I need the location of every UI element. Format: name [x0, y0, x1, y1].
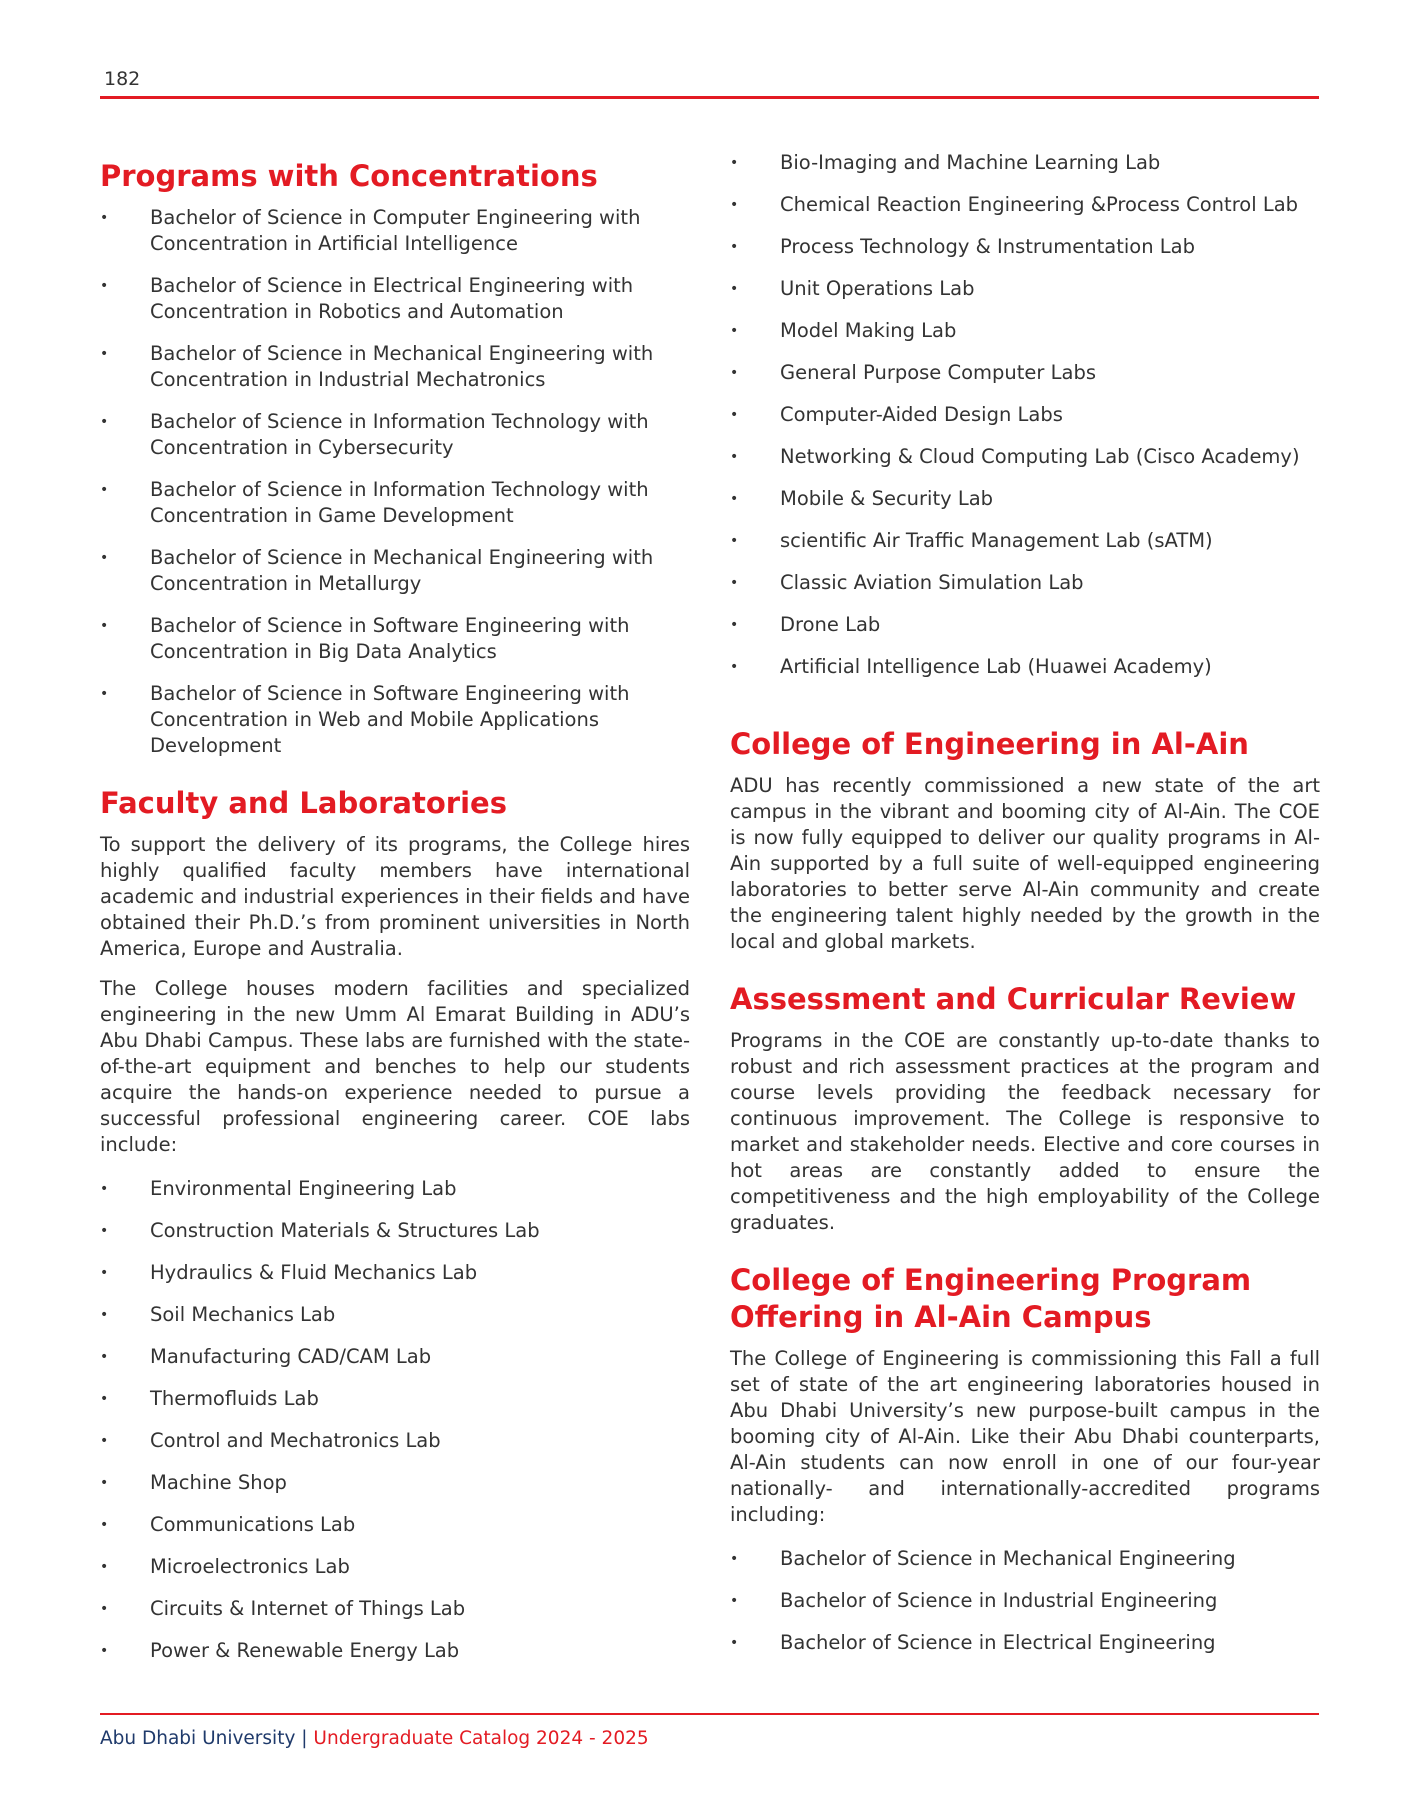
bullet-icon: • — [730, 281, 739, 297]
list-item-text: Bachelor of Science in Industrial Engineering — [780, 1589, 1218, 1612]
offering-paragraph: The College of Engineering is commissioning this Fall a full set of state of the art engineering laboratories housed in Abu Dhabi University’s new purpose-built campus in the booming city of Al-Ain. Like their Abu Dhabi counterparts, Al-Ain students can now enroll in one of our four-year nationally- and internationally-accredited programs including: — [730, 1347, 1320, 1526]
list-item — [730, 570, 1320, 596]
list-item-text: Bachelor of Science in Information Technology with Concentration in Game Development — [150, 478, 649, 527]
bullet-icon: • — [730, 323, 739, 339]
list-item — [730, 528, 1320, 554]
list-item — [730, 360, 1320, 386]
list-item-text: Bachelor of Science in Software Engineering with Concentration in Web and Mobile Applications Development — [150, 682, 630, 757]
bullet-icon: • — [100, 1181, 109, 1197]
list-item — [100, 1512, 690, 1538]
list-item-text: Classic Aviation Simulation Lab — [780, 571, 1084, 594]
list-item — [730, 1588, 1320, 1614]
list-item — [100, 1218, 690, 1244]
list-item-text: Bio-Imaging and Machine Learning Lab — [780, 151, 1161, 174]
bullet-icon: • — [100, 414, 109, 430]
list-item-text: Computer-Aided Design Labs — [780, 403, 1063, 426]
offering-heading: College of Engineering Program Offering in Al-Ain Campus — [730, 1263, 1252, 1334]
bullet-icon: • — [730, 575, 739, 591]
list-item-text: Machine Shop — [150, 1471, 287, 1494]
bullet-icon: • — [100, 1223, 109, 1239]
list-item-text: Construction Materials & Structures Lab — [150, 1219, 540, 1242]
bullet-icon: • — [730, 533, 739, 549]
bullet-icon: • — [100, 1643, 109, 1659]
bullet-icon: • — [730, 617, 739, 633]
list-item — [100, 341, 690, 393]
footer-university: Abu Dhabi University — [100, 1728, 296, 1749]
faculty-paragraph-1: To support the delivery of its programs, the College hires highly qualified faculty members have international academic and industrial experiences in their fields and have obtained their Ph.D.’s from prominent universities in North America, Europe and Australia. — [100, 833, 690, 960]
list-item — [100, 1386, 690, 1412]
bullet-icon: • — [730, 491, 739, 507]
bullet-icon: • — [100, 1475, 109, 1491]
list-item — [730, 402, 1320, 428]
list-item — [730, 1630, 1320, 1656]
list-item — [100, 1176, 690, 1202]
list-item — [100, 205, 690, 257]
list-item-text: Chemical Reaction Engineering &Process Control Lab — [780, 193, 1299, 216]
list-item-text: Soil Mechanics Lab — [150, 1303, 336, 1326]
bullet-icon: • — [100, 1265, 109, 1281]
list-item-text: Bachelor of Science in Mechanical Engineering with Concentration in Metallurgy — [150, 546, 654, 595]
bullet-icon: • — [100, 1349, 109, 1365]
list-item — [100, 1596, 690, 1622]
bullet-icon: • — [100, 550, 109, 566]
bullet-icon: • — [730, 155, 739, 171]
bullet-icon: • — [730, 239, 739, 255]
list-item-text: General Purpose Computer Labs — [780, 361, 1096, 384]
bullet-icon: • — [100, 1601, 109, 1617]
bullet-icon: • — [100, 686, 109, 702]
list-item — [100, 477, 690, 529]
alain-section — [730, 726, 1320, 955]
list-item-text: Bachelor of Science in Computer Engineering with Concentration in Artificial Intelligence — [150, 206, 641, 255]
list-item-text: Artificial Intelligence Lab (Huawei Academy) — [780, 655, 1212, 678]
list-item — [730, 654, 1320, 680]
list-item-text: Bachelor of Science in Mechanical Engineering — [780, 1547, 1236, 1570]
bullet-icon: • — [730, 407, 739, 423]
list-item-text: scientific Air Traffic Management Lab (sATM) — [780, 529, 1213, 552]
list-item-text: Control and Mechatronics Lab — [150, 1429, 441, 1452]
list-item — [730, 612, 1320, 638]
list-item-text: Bachelor of Science in Information Technology with Concentration in Cybersecurity — [150, 410, 649, 459]
labs-list-left — [100, 1176, 690, 1664]
programs-list — [100, 205, 690, 759]
list-item — [100, 545, 690, 597]
faculty-paragraph-2: The College houses modern facilities and specialized engineering in the new Umm Al Emarat Building in ADU’s Abu Dhabi Campus. These labs are furnished with the state-of-the-art equipment and benches to help our students acquire the hands-on experience needed to pursue a successful professional engineering career. COE labs include: — [100, 977, 690, 1156]
bullet-icon: • — [730, 1635, 739, 1651]
list-item — [730, 192, 1320, 218]
list-item-text: Networking & Cloud Computing Lab (Cisco Academy) — [780, 445, 1300, 468]
offering-list — [730, 1546, 1320, 1656]
bullet-icon: • — [100, 1559, 109, 1575]
programs-heading: Programs with Concentrations — [100, 159, 598, 193]
list-item-text: Thermofluids Lab — [150, 1387, 319, 1410]
list-item — [100, 273, 690, 325]
list-item — [100, 1260, 690, 1286]
assessment-paragraph: Programs in the COE are constantly up-to-date thanks to robust and rich assessment practices at the program and course levels providing the feedback necessary for continuous improvement. The College is responsive to market and stakeholder needs. Elective and core courses in hot areas are constantly added to ensure the competitiveness and the high employability of the College graduates. — [730, 1029, 1320, 1234]
faculty-heading: Faculty and Laboratories — [100, 786, 507, 820]
list-item — [730, 234, 1320, 260]
list-item-text: Bachelor of Science in Software Engineering with Concentration in Big Data Analytics — [150, 614, 630, 663]
list-item-text: Bachelor of Science in Electrical Engineering with Concentration in Robotics and Automation — [150, 274, 634, 323]
list-item-text: Mobile & Security Lab — [780, 487, 994, 510]
list-item-text: Manufacturing CAD/CAM Lab — [150, 1345, 432, 1368]
list-item — [100, 1554, 690, 1580]
list-item — [100, 1344, 690, 1370]
bullet-icon: • — [730, 365, 739, 381]
list-item-text: Communications Lab — [150, 1513, 356, 1536]
faculty-section — [100, 785, 690, 1664]
bullet-icon: • — [100, 346, 109, 362]
list-item-text: Environmental Engineering Lab — [150, 1177, 457, 1200]
list-item — [100, 1302, 690, 1328]
bullet-icon: • — [100, 1433, 109, 1449]
list-item — [100, 1638, 690, 1664]
bullet-icon: • — [100, 278, 109, 294]
list-item-text: Hydraulics & Fluid Mechanics Lab — [150, 1261, 478, 1284]
list-item-text: Unit Operations Lab — [780, 277, 975, 300]
list-item — [100, 409, 690, 461]
right-column — [730, 150, 1320, 1672]
list-item — [730, 150, 1320, 176]
list-item — [730, 1546, 1320, 1572]
list-item-text: Microelectronics Lab — [150, 1555, 350, 1578]
bullet-icon: • — [730, 1551, 739, 1567]
offering-section — [730, 1262, 1320, 1656]
page-number: 182 — [104, 68, 141, 90]
list-item-text: Bachelor of Science in Electrical Engineering — [780, 1631, 1216, 1654]
footer-rule — [100, 1713, 1319, 1715]
list-item — [730, 276, 1320, 302]
bullet-icon: • — [100, 618, 109, 634]
programs-section — [100, 158, 690, 759]
bullet-icon: • — [100, 210, 109, 226]
bullet-icon: • — [100, 1391, 109, 1407]
list-item-text: Model Making Lab — [780, 319, 957, 342]
list-item — [730, 444, 1320, 470]
list-item — [100, 681, 690, 759]
list-item-text: Power & Renewable Energy Lab — [150, 1639, 460, 1662]
list-item — [100, 1470, 690, 1496]
footer — [100, 1728, 649, 1749]
left-column — [100, 130, 690, 1680]
alain-heading: College of Engineering in Al-Ain — [730, 727, 1249, 761]
list-item-text: Bachelor of Science in Mechanical Engineering with Concentration in Industrial Mechatronics — [150, 342, 654, 391]
header-rule — [100, 96, 1319, 99]
assessment-section — [730, 981, 1320, 1236]
bullet-icon: • — [100, 1517, 109, 1533]
bullet-icon: • — [100, 482, 109, 498]
bullet-icon: • — [730, 449, 739, 465]
list-item-text: Circuits & Internet of Things Lab — [150, 1597, 466, 1620]
list-item — [100, 613, 690, 665]
assessment-heading: Assessment and Curricular Review — [730, 982, 1297, 1016]
alain-paragraph: ADU has recently commissioned a new state of the art campus in the vibrant and booming city of Al-Ain. The COE is now fully equipped to deliver our quality programs in Al-Ain supported by a full suite of well-equipped engineering laboratories to better serve Al-Ain community and create the engineering talent highly needed by the growth in the local and global markets. — [730, 774, 1320, 953]
bullet-icon: • — [100, 1307, 109, 1323]
list-item — [730, 318, 1320, 344]
bullet-icon: • — [730, 1593, 739, 1609]
list-item-text: Drone Lab — [780, 613, 881, 636]
list-item — [730, 486, 1320, 512]
list-item-text: Process Technology & Instrumentation Lab — [780, 235, 1195, 258]
labs-list-right — [730, 150, 1320, 680]
bullet-icon: • — [730, 659, 739, 675]
footer-catalog: Undergraduate Catalog 2024 - 2025 — [313, 1728, 649, 1749]
list-item — [100, 1428, 690, 1454]
bullet-icon: • — [730, 197, 739, 213]
footer-separator: | — [301, 1728, 308, 1749]
